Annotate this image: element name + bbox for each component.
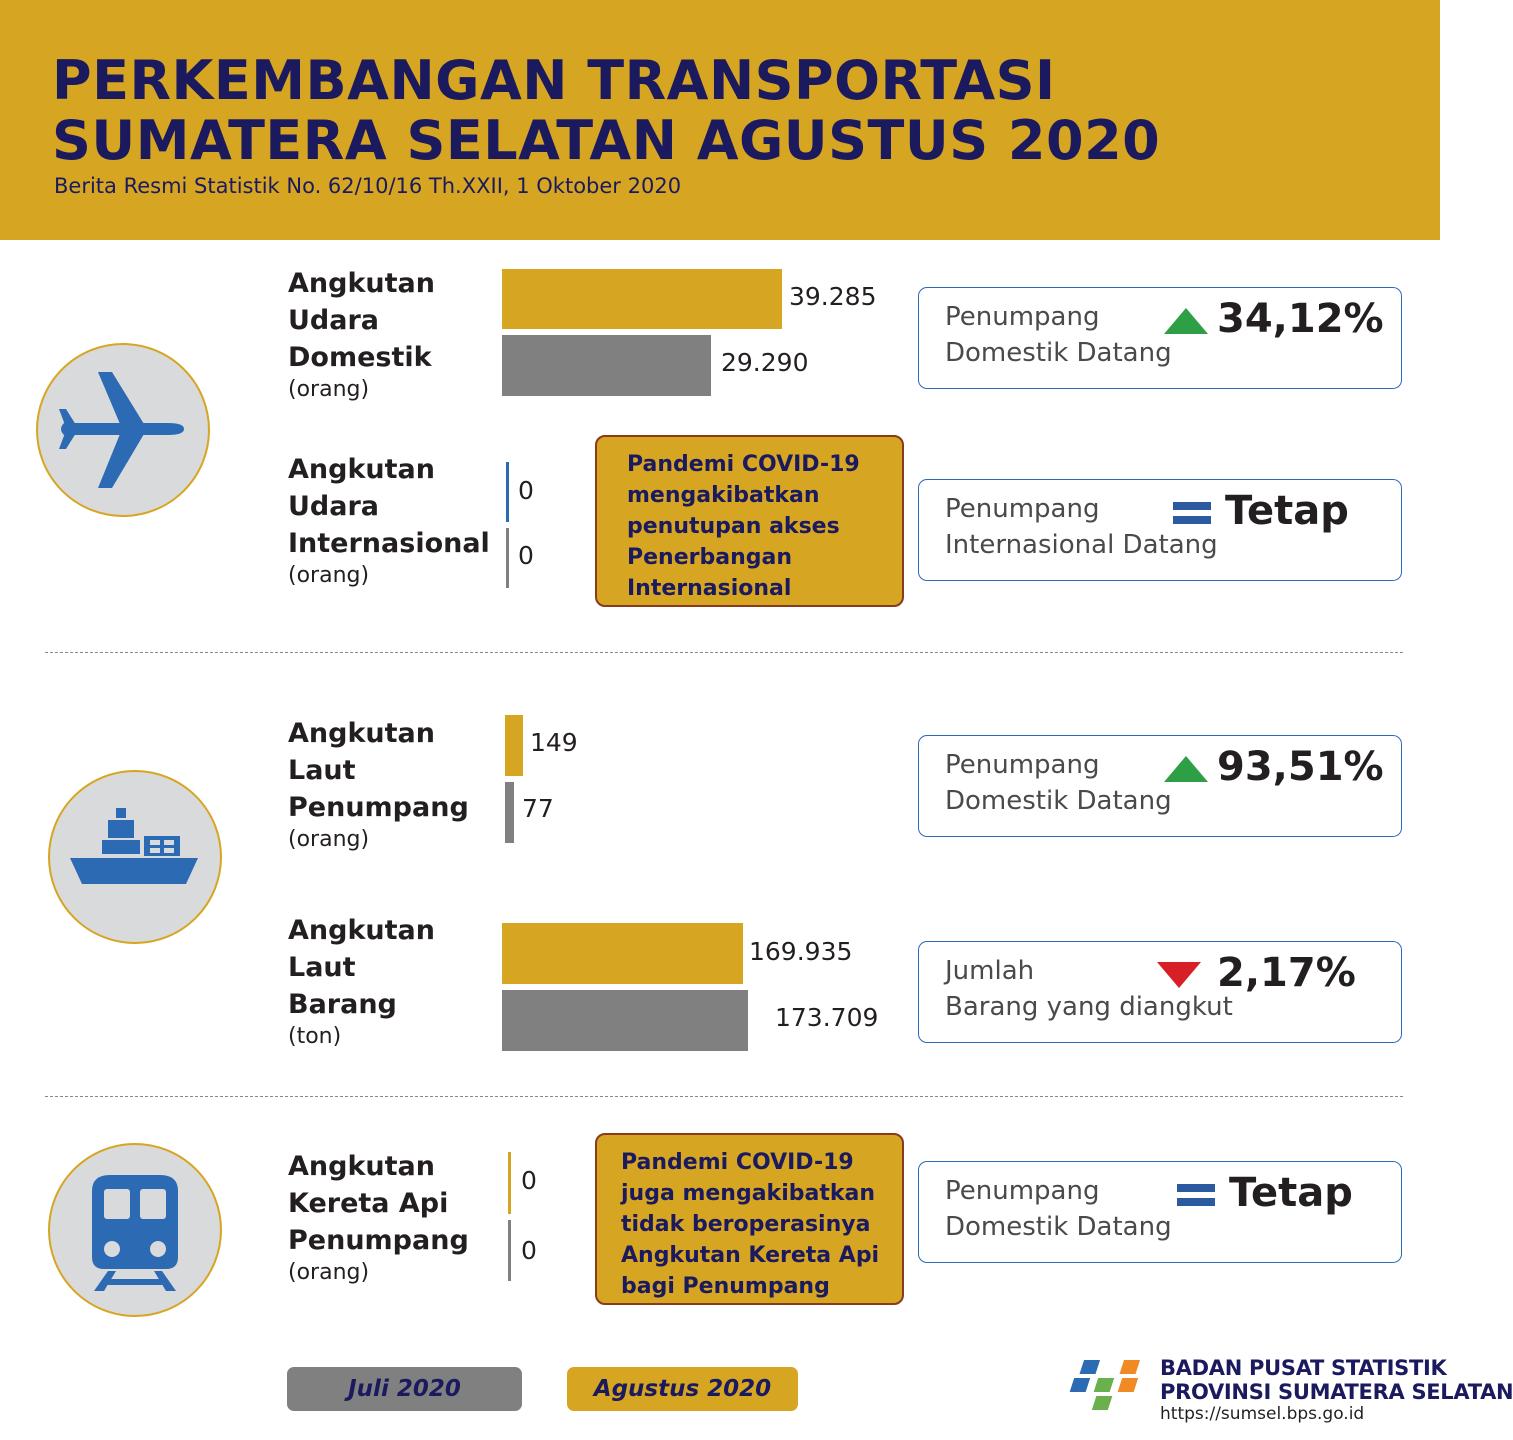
value-rail-august: 0: [521, 1166, 537, 1195]
bar-sea-passenger-july: [505, 782, 514, 843]
stat-box-air-domestic: Penumpang Domestik Datang 34,12%: [918, 287, 1402, 389]
label-sea-passenger: Angkutan Laut Penumpang (orang): [288, 718, 469, 852]
label-sea-cargo: Angkutan Laut Barang (ton): [288, 915, 435, 1049]
value-sea-cargo-august: 169.935: [749, 937, 853, 966]
value-air-international-july: 0: [518, 541, 534, 570]
legend-august: Agustus 2020: [567, 1367, 798, 1411]
ship-icon-circle: [48, 770, 222, 944]
value-sea-passenger-august: 149: [530, 728, 578, 757]
airplane-icon: [38, 345, 208, 515]
title-line-1: PERKEMBANGAN TRANSPORTASI: [52, 49, 1056, 112]
bar-sea-passenger-august: [505, 715, 523, 776]
airplane-icon-circle: [36, 343, 210, 517]
bar-air-domestic-august: [502, 269, 782, 329]
subtitle: Berita Resmi Statistik No. 62/10/16 Th.XXII, 1 Oktober 2020: [54, 174, 682, 198]
bps-org-line-2: PROVINSI SUMATERA SELATAN: [1160, 1380, 1513, 1404]
section-divider: [45, 1096, 1403, 1097]
equal-icon: [1177, 1184, 1215, 1208]
title-line-2: SUMATERA SELATAN AGUSTUS 2020: [52, 109, 1161, 172]
label-air-international: Angkutan Udara Internasional (orang): [288, 454, 490, 588]
section-divider: [45, 652, 1403, 653]
bar-sea-cargo-july: [502, 990, 748, 1051]
trend-up-icon: [1164, 756, 1208, 782]
bar-air-international-july: [506, 528, 509, 588]
value-air-domestic-august: 39.285: [789, 282, 877, 311]
covid-note-rail: Pandemi COVID-19 juga mengakibatkan tidak beroperasinya Angkutan Kereta Api bagi Penumpang: [595, 1133, 904, 1305]
stat-box-sea-cargo: Jumlah Barang yang diangkut 2,17%: [918, 941, 1402, 1043]
bar-air-domestic-july: [502, 335, 711, 396]
equal-icon: [1173, 502, 1211, 526]
value-air-domestic-july: 29.290: [721, 348, 809, 377]
value-rail-july: 0: [521, 1236, 537, 1265]
value-sea-passenger-july: 77: [522, 794, 554, 823]
header-banner: [0, 0, 1440, 240]
bps-logo-icon: [1066, 1354, 1146, 1414]
label-air-domestic: Angkutan Udara Domestik (orang): [288, 268, 435, 402]
value-sea-cargo-july: 173.709: [775, 1003, 879, 1032]
bar-air-international-august: [506, 462, 509, 522]
value-air-international-august: 0: [518, 476, 534, 505]
legend-july: Juli 2020: [287, 1367, 522, 1411]
stat-box-air-international: Penumpang Internasional Datang Tetap: [918, 479, 1402, 581]
label-rail-passenger: Angkutan Kereta Api Penumpang (orang): [288, 1151, 469, 1285]
bar-rail-august: [508, 1152, 511, 1214]
covid-note-air: Pandemi COVID-19 mengakibatkan penutupan akses Penerbangan Internasional: [595, 435, 904, 607]
stat-box-rail: Penumpang Domestik Datang Tetap: [918, 1161, 1402, 1263]
ship-icon: [50, 772, 220, 942]
bps-org-line-1: BADAN PUSAT STATISTIK: [1160, 1356, 1447, 1380]
bar-sea-cargo-august: [502, 923, 743, 984]
train-icon-circle: [48, 1143, 222, 1317]
bar-rail-july: [508, 1220, 511, 1281]
stat-box-sea-passenger: Penumpang Domestik Datang 93,51%: [918, 735, 1402, 837]
trend-down-icon: [1157, 962, 1201, 988]
trend-up-icon: [1164, 308, 1208, 334]
bps-url-link[interactable]: https://sumsel.bps.go.id: [1160, 1404, 1365, 1424]
train-icon: [50, 1145, 220, 1315]
